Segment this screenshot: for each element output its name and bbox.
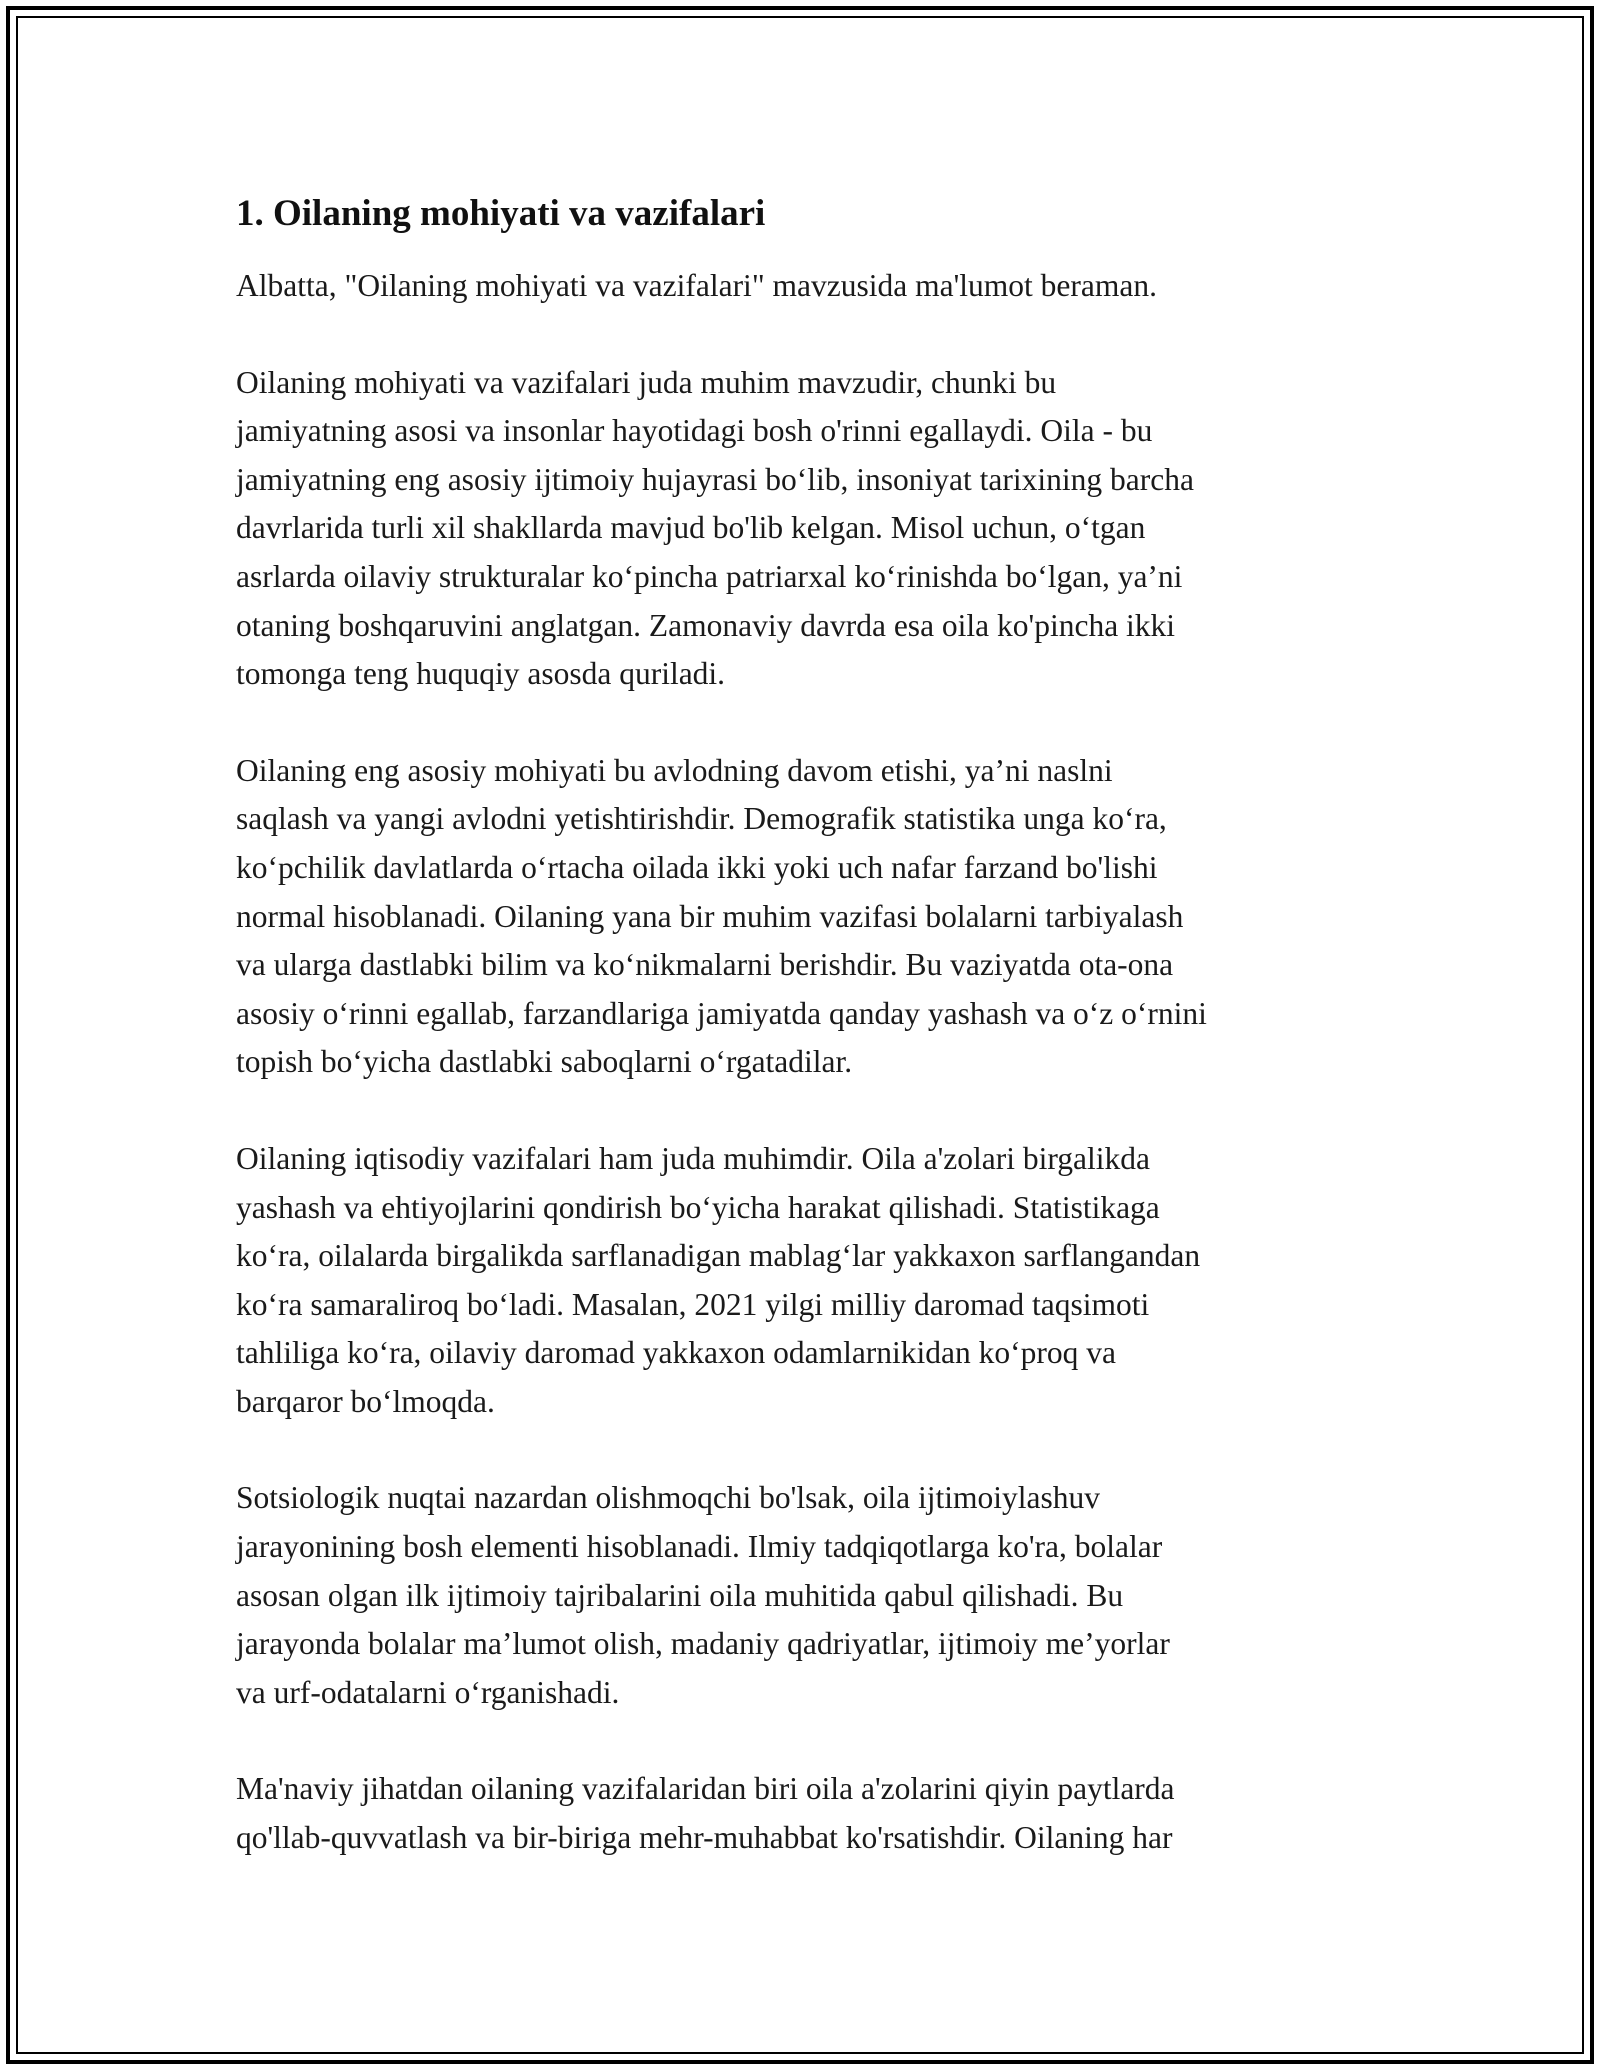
- paragraph-essence: [236, 359, 1366, 699]
- text-line: jarayonining bosh elementi hisoblanadi. Ilmiy tadqiqotlarga ko'ra, bolalar: [236, 1529, 1163, 1565]
- paragraph-spiritual: [236, 1765, 1366, 1862]
- text-line: saqlash va yangi avlodni yetishtirishdir. Demografik statistika unga ko‘ra,: [236, 801, 1167, 837]
- text-line: asrlarda oilaviy strukturalar ko‘pincha patriarxal ko‘rinishda bo‘lgan, ya’ni: [236, 558, 1183, 594]
- text-line: normal hisoblanadi. Oilaning yana bir muhim vazifasi bolalarni tarbiyalash: [236, 898, 1184, 934]
- text-line: jarayonda bolalar ma’lumot olish, madaniy qadriyatlar, ijtimoiy me’yorlar: [236, 1626, 1170, 1662]
- text-line: Sotsiologik nuqtai nazardan olishmoqchi bo'lsak, oila ijtimoiylashuv: [236, 1480, 1100, 1516]
- text-line: tomonga teng huquqiy asosda quriladi.: [236, 656, 726, 692]
- text-line: barqaror bo‘lmoqda.: [236, 1383, 495, 1419]
- text-line: asosiy o‘rinni egallab, farzandlariga jamiyatda qanday yashash va o‘z o‘rnini: [236, 995, 1207, 1031]
- text-line: yashash va ehtiyojlarini qondirish bo‘yicha harakat qilishadi. Statistikaga: [236, 1189, 1160, 1225]
- document-body: [236, 188, 1366, 1911]
- text-line: otaning boshqaruvini anglatgan. Zamonaviy davrda esa oila ko'pincha ikki: [236, 607, 1176, 643]
- paragraph-intro: [236, 262, 1366, 311]
- text-line: davrlarida turli xil shakllarda mavjud bo'lib kelgan. Misol uchun, o‘tgan: [236, 510, 1146, 546]
- text-line: Oilaning iqtisodiy vazifalari ham juda muhimdir. Oila a'zolari birgalikda: [236, 1140, 1150, 1176]
- text-line: qo'llab-quvvatlash va bir-biriga mehr-muhabbat ko'rsatishdir. Oilaning har: [236, 1820, 1173, 1856]
- text-line: Oilaning eng asosiy mohiyati bu avlodning davom etishi, ya’ni naslni: [236, 752, 1113, 788]
- text-line: ko‘pchilik davlatlarda o‘rtacha oilada ikki yoki uch nafar farzand bo'lishi: [236, 849, 1158, 885]
- text-line: jamiyatning eng asosiy ijtimoiy hujayrasi bo‘lib, insoniyat tarixining barcha: [236, 461, 1194, 497]
- text-line: topish bo‘yicha dastlabki saboqlarni o‘rgatadilar.: [236, 1044, 853, 1080]
- paragraph-continuity: [236, 747, 1366, 1087]
- text-line: Oilaning mohiyati va vazifalari juda muhim mavzudir, chunki bu: [236, 364, 1057, 400]
- text-line: Ma'naviy jihatdan oilaning vazifalaridan biri oila a'zolarini qiyin paytlarda: [236, 1771, 1175, 1807]
- text-line: ko‘ra samaraliroq bo‘ladi. Masalan, 2021 yilgi milliy daromad taqsimoti: [236, 1286, 1150, 1322]
- text-line: va ularga dastlabki bilim va ko‘nikmalarni berishdir. Bu vaziyatda ota-ona: [236, 947, 1174, 983]
- paragraph-sociological: [236, 1474, 1366, 1717]
- text-line: Albatta, "Oilaning mohiyati va vazifalari" mavzusida ma'lumot beraman.: [236, 268, 1157, 303]
- paragraph-economic: [236, 1135, 1366, 1427]
- text-line: va urf-odatalarni o‘rganishadi.: [236, 1674, 620, 1710]
- text-line: ko‘ra, oilalarda birgalikda sarflanadigan mablag‘lar yakkaxon sarflangandan: [236, 1238, 1201, 1274]
- text-line: asosan olgan ilk ijtimoiy tajribalarini oila muhitida qabul qilishadi. Bu: [236, 1577, 1124, 1613]
- text-line: tahliliga ko‘ra, oilaviy daromad yakkaxon odamlarnikidan ko‘proq va: [236, 1335, 1116, 1371]
- section-title: 1. Oilaning mohiyati va vazifalari: [236, 193, 766, 234]
- text-line: jamiyatning asosi va insonlar hayotidagi bosh o'rinni egallaydi. Oila - bu: [236, 413, 1153, 449]
